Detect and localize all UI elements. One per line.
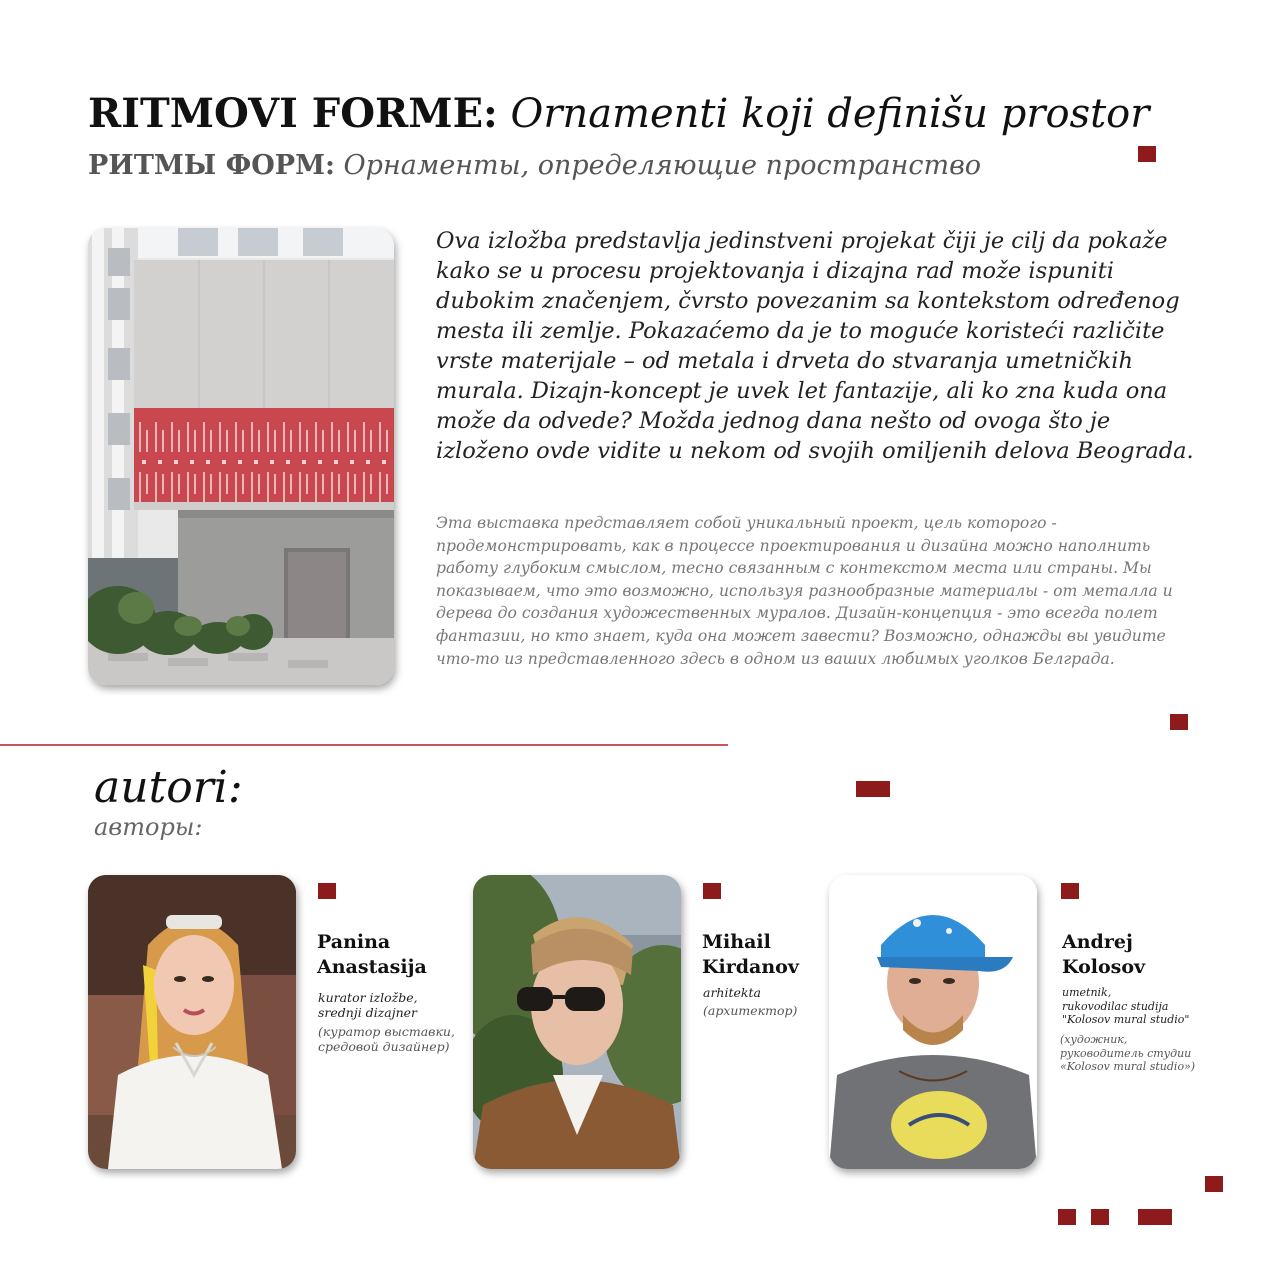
accent-square — [1058, 1209, 1076, 1225]
accent-square — [1205, 1176, 1223, 1192]
author-role-ru: (художник, руководитель студии «Kolosov mural studio») — [1060, 1033, 1196, 1073]
page-subtitle — [88, 148, 1168, 184]
author-role-sr: kurator izložbe, srednji dizajner — [318, 990, 418, 1020]
title-sr-bold: RITMOVI FORME: — [88, 90, 498, 137]
author-role-ru: (архитектор) — [703, 1003, 798, 1018]
accent-square — [1170, 714, 1188, 730]
author-name: Mihail Kirdanov — [702, 931, 799, 978]
accent-square — [1138, 146, 1156, 162]
section-divider — [0, 744, 728, 746]
author-photo — [829, 875, 1037, 1169]
author-photo — [473, 875, 681, 1169]
author-photo — [88, 875, 296, 1169]
accent-bar — [856, 781, 890, 797]
author-name: Andrej Kolosov — [1062, 931, 1146, 978]
intro-text-sr: Ova izložba predstavlja jedinstveni projekat čiji je cilj da pokaže kako se u procesu projektovanja i dizajna rad može ispuniti dubokim značenjem, čvrsto povezanim sa kontekstom određenog mesta ili zemlje. Pokazaćemo da je to moguće koristeći različite vrste materijale – od metala i drveta do stvaranja umetničkih murala. Dizajn-koncept je uvek let fantazije, ali ko zna kuda ona može da odvede? Možda jednog dana nešto od ovoga što je izloženo ovde vidite u nekom od svojih omiljenih delova Beograda. — [436, 228, 1194, 464]
building-facade-image — [88, 228, 394, 685]
author-role-sr: arhitekta — [703, 985, 761, 1000]
title-ru-italic: Орнаменты, определяющие пространство — [343, 150, 982, 181]
page-title — [88, 88, 1168, 140]
accent-square — [1061, 883, 1079, 899]
accent-bar — [1138, 1209, 1172, 1225]
author-portrait — [88, 875, 296, 1169]
author-role-ru: (куратор выставки, средовой дизайнер) — [318, 1024, 455, 1054]
author-portrait — [473, 875, 681, 1169]
building-illustration — [88, 228, 394, 685]
accent-square — [318, 883, 336, 899]
authors-heading-ru: авторы: — [94, 813, 203, 841]
accent-square — [703, 883, 721, 899]
author-name: Panina Anastasija — [317, 931, 427, 978]
author-role-sr: umetnik, rukovodilac studija "Kolosov mural studio" — [1062, 986, 1190, 1026]
intro-text-ru: Эта выставка представляет собой уникальный проект, цель которого - продемонстрировать, как в процессе проектирования и дизайна можно наполнить работу глубоким смыслом, тесно связанным с контекстом места или страны. Мы показываем, что это возможно, используя разнообразные материалы - от металла и дерева до создания художественных муралов. Дизайн-концепция - это всегда полет фантазии, но кто знает, куда она может завести? Возможно, однажды вы увидите что-то из представленного здесь в одном из ваших любимых уголков Белграда. — [436, 514, 1173, 668]
author-portrait — [829, 875, 1037, 1169]
accent-square — [1091, 1209, 1109, 1225]
title-ru-bold: РИТМЫ ФОРМ: — [88, 150, 335, 181]
title-sr-italic: Ornamenti koji definišu prostor — [510, 91, 1150, 137]
authors-heading-sr: autori: — [94, 762, 243, 813]
